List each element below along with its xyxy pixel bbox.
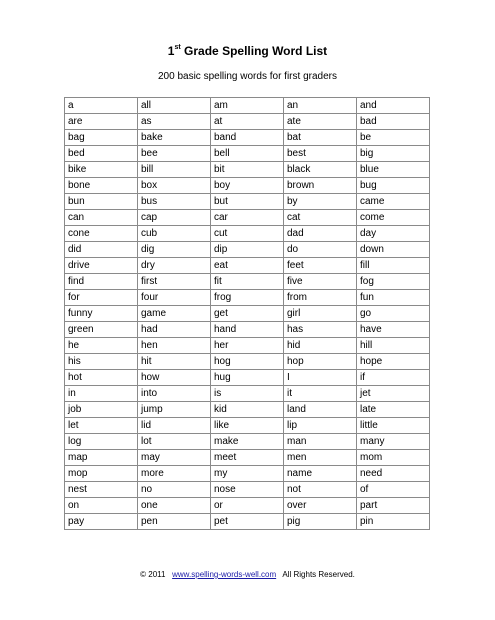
word-cell: ate	[284, 114, 357, 130]
word-cell: hope	[357, 354, 430, 370]
word-cell: fog	[357, 274, 430, 290]
word-cell: mom	[357, 450, 430, 466]
word-cell: jet	[357, 386, 430, 402]
table-row	[65, 498, 430, 514]
word-cell: how	[138, 370, 211, 386]
table-row	[65, 450, 430, 466]
word-cell: bag	[65, 130, 138, 146]
word-cell: no	[138, 482, 211, 498]
word-cell: into	[138, 386, 211, 402]
word-cell: are	[65, 114, 138, 130]
word-cell: or	[211, 498, 284, 514]
page-title	[0, 43, 495, 59]
word-cell: feet	[284, 258, 357, 274]
footer-rights: All Rights Reserved.	[282, 570, 355, 579]
table-row	[65, 162, 430, 178]
word-cell: bike	[65, 162, 138, 178]
table-row	[65, 258, 430, 274]
word-cell: be	[357, 130, 430, 146]
word-cell: is	[211, 386, 284, 402]
table-row	[65, 386, 430, 402]
word-cell: go	[357, 306, 430, 322]
word-cell: may	[138, 450, 211, 466]
word-cell: bus	[138, 194, 211, 210]
word-cell: log	[65, 434, 138, 450]
word-cell: best	[284, 146, 357, 162]
table-row	[65, 482, 430, 498]
word-cell: bun	[65, 194, 138, 210]
word-cell: pig	[284, 514, 357, 530]
table-row	[65, 322, 430, 338]
word-cell: bed	[65, 146, 138, 162]
word-cell: pen	[138, 514, 211, 530]
word-cell: hug	[211, 370, 284, 386]
word-cell: I	[284, 370, 357, 386]
word-cell: pet	[211, 514, 284, 530]
word-cell: band	[211, 130, 284, 146]
word-cell: cub	[138, 226, 211, 242]
word-cell: it	[284, 386, 357, 402]
word-cell: not	[284, 482, 357, 498]
word-cell: make	[211, 434, 284, 450]
word-cell: has	[284, 322, 357, 338]
word-cell: eat	[211, 258, 284, 274]
word-cell: map	[65, 450, 138, 466]
word-cell: land	[284, 402, 357, 418]
table-row	[65, 178, 430, 194]
word-cell: frog	[211, 290, 284, 306]
word-cell: from	[284, 290, 357, 306]
word-cell: but	[211, 194, 284, 210]
title-text: Grade Spelling Word List	[180, 44, 328, 58]
word-cell: drive	[65, 258, 138, 274]
word-cell: did	[65, 242, 138, 258]
word-cell: green	[65, 322, 138, 338]
word-cell: pin	[357, 514, 430, 530]
word-cell: fun	[357, 290, 430, 306]
word-cell: blue	[357, 162, 430, 178]
word-cell: as	[138, 114, 211, 130]
table-row	[65, 370, 430, 386]
word-cell: bat	[284, 130, 357, 146]
table-row	[65, 514, 430, 530]
table-row	[65, 290, 430, 306]
word-cell: meet	[211, 450, 284, 466]
word-cell: had	[138, 322, 211, 338]
word-cell: he	[65, 338, 138, 354]
word-cell: fill	[357, 258, 430, 274]
word-cell: man	[284, 434, 357, 450]
page-subtitle: 200 basic spelling words for first graders	[158, 71, 337, 82]
word-cell: on	[65, 498, 138, 514]
table-row	[65, 242, 430, 258]
table-row	[65, 466, 430, 482]
word-cell: black	[284, 162, 357, 178]
word-cell: an	[284, 98, 357, 114]
page-footer	[0, 569, 495, 580]
word-cell: let	[65, 418, 138, 434]
word-cell: jump	[138, 402, 211, 418]
table-row	[65, 338, 430, 354]
footer-copyright: © 2011	[140, 570, 166, 579]
table-row	[65, 114, 430, 130]
word-cell: get	[211, 306, 284, 322]
word-cell: nest	[65, 482, 138, 498]
word-cell: at	[211, 114, 284, 130]
word-cell: of	[357, 482, 430, 498]
word-cell: bit	[211, 162, 284, 178]
word-cell: find	[65, 274, 138, 290]
word-cell: bee	[138, 146, 211, 162]
word-cell: lot	[138, 434, 211, 450]
word-cell: more	[138, 466, 211, 482]
word-cell: kid	[211, 402, 284, 418]
word-cell: in	[65, 386, 138, 402]
word-cell: name	[284, 466, 357, 482]
word-cell: have	[357, 322, 430, 338]
word-cell: can	[65, 210, 138, 226]
word-cell: little	[357, 418, 430, 434]
word-cell: his	[65, 354, 138, 370]
word-cell: need	[357, 466, 430, 482]
spelling-word-table	[64, 97, 430, 530]
word-cell: men	[284, 450, 357, 466]
word-cell: five	[284, 274, 357, 290]
word-cell: four	[138, 290, 211, 306]
word-cell: one	[138, 498, 211, 514]
word-cell: am	[211, 98, 284, 114]
word-cell: first	[138, 274, 211, 290]
word-cell: pay	[65, 514, 138, 530]
word-cell: brown	[284, 178, 357, 194]
word-cell: many	[357, 434, 430, 450]
word-cell: lid	[138, 418, 211, 434]
word-cell: hid	[284, 338, 357, 354]
word-cell: a	[65, 98, 138, 114]
word-cell: hand	[211, 322, 284, 338]
word-cell: and	[357, 98, 430, 114]
word-cell: by	[284, 194, 357, 210]
word-cell: hog	[211, 354, 284, 370]
title-ordinal-suffix: st	[174, 44, 181, 51]
word-cell: girl	[284, 306, 357, 322]
table-row	[65, 418, 430, 434]
word-cell: big	[357, 146, 430, 162]
word-cell: late	[357, 402, 430, 418]
word-cell: mop	[65, 466, 138, 482]
word-cell: came	[357, 194, 430, 210]
table-row	[65, 226, 430, 242]
word-cell: lip	[284, 418, 357, 434]
word-cell: cat	[284, 210, 357, 226]
word-cell: cap	[138, 210, 211, 226]
word-cell: day	[357, 226, 430, 242]
word-cell: come	[357, 210, 430, 226]
word-cell: bell	[211, 146, 284, 162]
word-cell: hen	[138, 338, 211, 354]
word-cell: job	[65, 402, 138, 418]
table-row	[65, 194, 430, 210]
word-cell: do	[284, 242, 357, 258]
word-cell: like	[211, 418, 284, 434]
word-cell: for	[65, 290, 138, 306]
word-cell: bad	[357, 114, 430, 130]
word-cell: bone	[65, 178, 138, 194]
title-grade-number: 1	[167, 44, 175, 58]
table-row	[65, 402, 430, 418]
word-cell: hill	[357, 338, 430, 354]
word-cell: boy	[211, 178, 284, 194]
word-cell: nose	[211, 482, 284, 498]
word-cell: my	[211, 466, 284, 482]
table-row	[65, 130, 430, 146]
table-row	[65, 306, 430, 322]
word-cell: dig	[138, 242, 211, 258]
word-cell: dad	[284, 226, 357, 242]
word-cell: cut	[211, 226, 284, 242]
word-cell: hop	[284, 354, 357, 370]
word-cell: over	[284, 498, 357, 514]
word-cell: box	[138, 178, 211, 194]
table-row	[65, 210, 430, 226]
word-table-body	[65, 98, 430, 530]
word-cell: all	[138, 98, 211, 114]
table-row	[65, 274, 430, 290]
word-cell: hit	[138, 354, 211, 370]
table-row	[65, 98, 430, 114]
word-cell: dip	[211, 242, 284, 258]
word-cell: hot	[65, 370, 138, 386]
word-cell: bake	[138, 130, 211, 146]
word-cell: game	[138, 306, 211, 322]
word-cell: dry	[138, 258, 211, 274]
word-cell: bill	[138, 162, 211, 178]
table-row	[65, 146, 430, 162]
word-cell: down	[357, 242, 430, 258]
word-cell: bug	[357, 178, 430, 194]
table-row	[65, 354, 430, 370]
word-cell: car	[211, 210, 284, 226]
word-cell: part	[357, 498, 430, 514]
word-cell: her	[211, 338, 284, 354]
word-cell: fit	[211, 274, 284, 290]
word-cell: funny	[65, 306, 138, 322]
table-row	[65, 434, 430, 450]
word-cell: cone	[65, 226, 138, 242]
word-cell: if	[357, 370, 430, 386]
footer-website-link[interactable]: www.spelling-words-well.com	[172, 570, 277, 579]
